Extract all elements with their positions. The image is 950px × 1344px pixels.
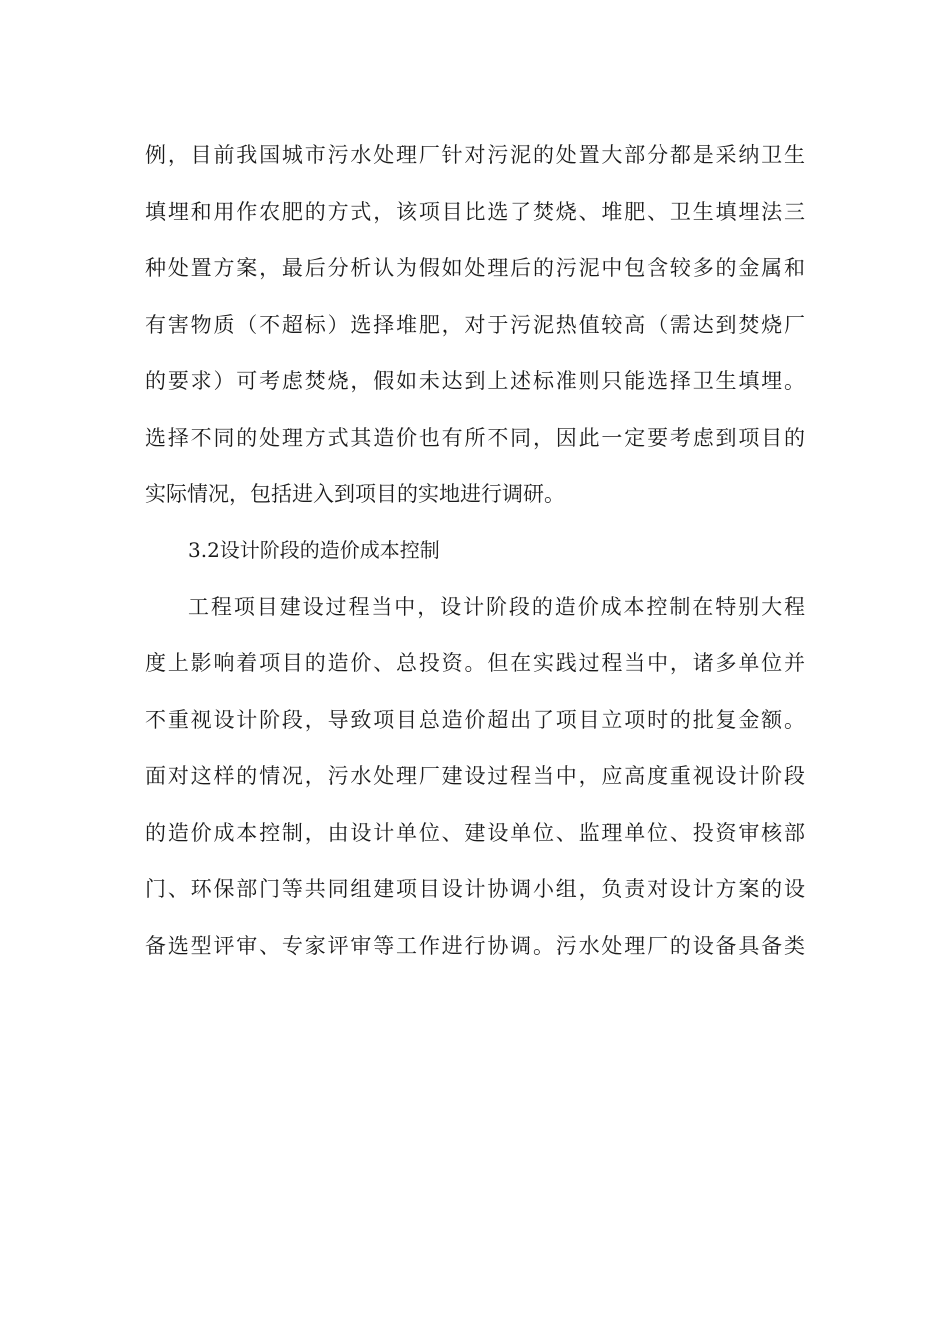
paragraph-1-line-5: 的要求）可考虑焚烧，假如未达到上述标准则只能选择卫生填埋。 (145, 369, 805, 393)
paragraph-1-line-6: 选择不同的处理方式其造价也有所不同，因此一定要考虑到项目的 (145, 426, 805, 450)
paragraph-2-line-7: 备选型评审、专家评审等工作进行协调。污水处理厂的设备具备类 (145, 934, 805, 958)
paragraph-1-line-7: 实际情况，包括进入到项目的实地进行调研。 (145, 482, 565, 506)
paragraph-2-line-6: 门、环保部门等共同组建项目设计协调小组，负责对设计方案的设 (145, 877, 805, 901)
section-heading: 3.2设计阶段的造价成本控制 (188, 538, 440, 562)
paragraph-2-line-2: 度上影响着项目的造价、总投资。但在实践过程当中，诸多单位并 (145, 651, 805, 675)
paragraph-2-line-4: 面对这样的情况，污水处理厂建设过程当中，应高度重视设计阶段 (145, 764, 805, 788)
paragraph-1-line-4: 有害物质（不超标）选择堆肥，对于污泥热值较高（需达到焚烧厂 (145, 313, 805, 337)
paragraph-2-line-3: 不重视设计阶段，导致项目总造价超出了项目立项时的批复金额。 (145, 708, 805, 732)
paragraph-1-line-3: 种处置方案，最后分析认为假如处理后的污泥中包含较多的金属和 (145, 256, 805, 280)
paragraph-1-line-2: 填埋和用作农肥的方式，该项目比选了焚烧、堆肥、卫生填埋法三 (145, 200, 805, 224)
paragraph-1-line-1: 例，目前我国城市污水处理厂针对污泥的处置大部分都是采纳卫生 (145, 143, 805, 167)
paragraph-2-line-1: 工程项目建设过程当中，设计阶段的造价成本控制在特别大程 (188, 595, 805, 619)
paragraph-2-line-5: 的造价成本控制，由设计单位、建设单位、监理单位、投资审核部 (145, 821, 805, 845)
